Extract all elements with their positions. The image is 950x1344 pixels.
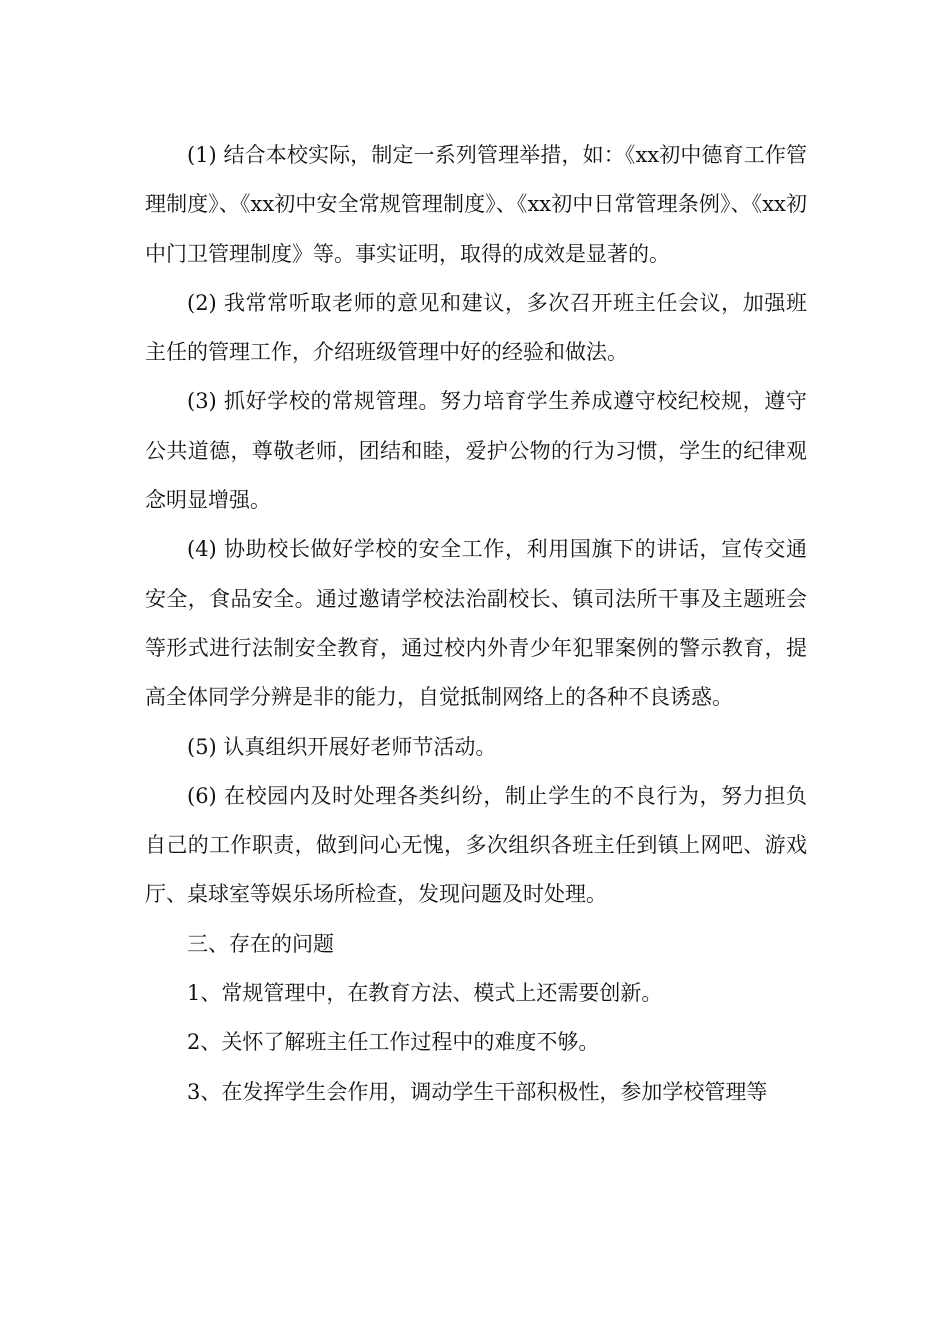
paragraph-item-1: (1) 结合本校实际，制定一系列管理举措，如：《xx初中德育工作管理制度》、《xx初中安全常规管理制度》、《xx初中日常管理条例》、《xx初中门卫管理制度》等。事实证明，取得的成效是显著的。 [145,143,807,266]
section-heading-problems: 三、存在的问题 [187,931,334,956]
problem-item-2: 2、关怀了解班主任工作过程中的难度不够。 [187,1030,600,1055]
document-body [145,131,807,1117]
problem-item-1: 1、常规管理中，在教育方法、模式上还需要创新。 [187,981,663,1006]
paragraph-item-4: (4) 协助校长做好学校的安全工作，利用国旗下的讲话，宣传交通安全，食品安全。通过邀请学校法治副校长、镇司法所干事及主题班会等形式进行法制安全教育，通过校内外青少年犯罪案例的警示教育，提高全体同学分辨是非的能力，自觉抵制网络上的各种不良诱惑。 [145,537,807,710]
paragraph-item-2: (2) 我常常听取老师的意见和建议，多次召开班主任会议，加强班主任的管理工作，介绍班级管理中好的经验和做法。 [145,290,807,365]
paragraph-item-5: (5) 认真组织开展好老师节活动。 [187,734,497,759]
paragraph-item-3: (3) 抓好学校的常规管理。努力培育学生养成遵守校纪校规，遵守公共道德，尊敬老师，团结和睦，爱护公物的行为习惯，学生的纪律观念明显增强。 [145,389,807,513]
paragraph-item-6: (6) 在校园内及时处理各类纠纷，制止学生的不良行为，努力担负自己的工作职责，做到问心无愧，多次组织各班主任到镇上网吧、游戏厅、桌球室等娱乐场所检查，发现问题及时处理。 [145,783,807,907]
problem-item-3: 3、在发挥学生会作用，调动学生干部积极性，参加学校管理等 [187,1079,768,1104]
